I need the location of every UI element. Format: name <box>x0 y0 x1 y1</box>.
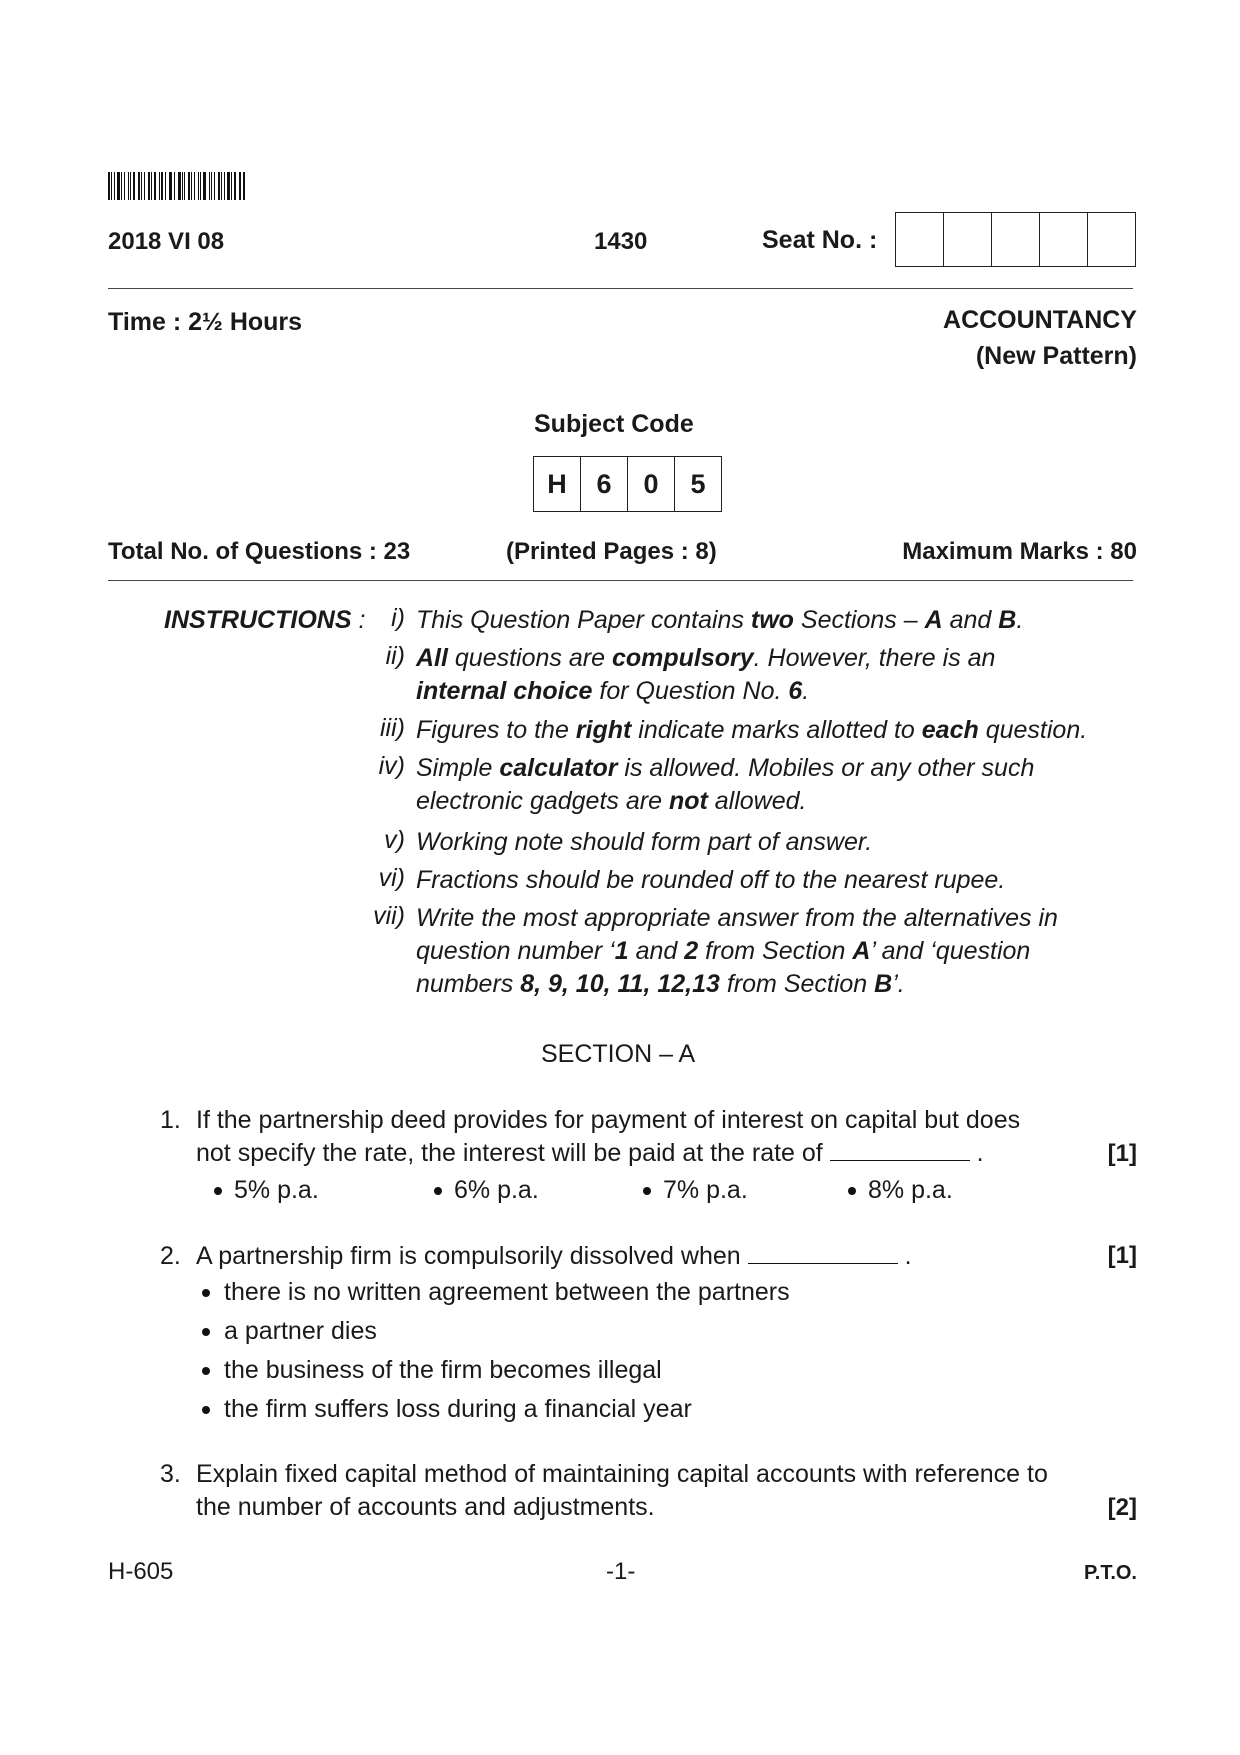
instruction-item: Simple calculator is allowed. Mobiles or any other such electronic gadgets are not allowed. <box>416 754 1035 815</box>
instruction-item: This Question Paper contains two Sections – A and B. <box>416 606 1024 634</box>
option: 5% p.a. <box>214 1176 319 1205</box>
option: a partner dies <box>202 1317 377 1346</box>
header-divider <box>108 288 1133 289</box>
time-allowed: Time : 2½ Hours <box>108 308 303 336</box>
instruction-number: v) <box>384 826 405 854</box>
answer-blank <box>830 1140 970 1161</box>
question-marks: [2] <box>1107 1494 1137 1521</box>
option: the business of the firm becomes illegal <box>202 1356 662 1385</box>
answer-blank <box>748 1243 898 1264</box>
question-text: A partnership firm is compulsorily dissolved when . <box>196 1242 912 1270</box>
option: there is no written agreement between the partners <box>202 1278 790 1307</box>
seat-box[interactable] <box>896 213 944 266</box>
question-number: 3. <box>160 1460 181 1488</box>
seat-number-boxes[interactable] <box>895 212 1136 267</box>
question-text: If the partnership deed provides for payment of interest on capital but does not specify the rate, the interest will be paid at the rate of . <box>196 1106 1021 1167</box>
instruction-number: vi) <box>378 864 405 892</box>
instruction-item: Fractions should be rounded off to the nearest rupee. <box>416 866 1006 894</box>
option: 6% p.a. <box>434 1176 539 1205</box>
instruction-number: i) <box>391 604 405 632</box>
subject-pattern: (New Pattern) <box>975 342 1137 370</box>
subject-code-label: Subject Code <box>534 410 694 438</box>
subject-code-char: 5 <box>690 468 706 499</box>
seat-box[interactable] <box>944 213 992 266</box>
instruction-number: vii) <box>373 902 405 930</box>
question-marks: [1] <box>1107 1242 1137 1269</box>
subject-code-boxes <box>533 456 722 512</box>
instruction-item: Working note should form part of answer. <box>416 828 873 856</box>
instruction-number: ii) <box>385 642 405 670</box>
instruction-item: Figures to the right indicate marks allotted to each question. <box>416 716 1088 744</box>
question-number: 1. <box>160 1106 181 1134</box>
instruction-number: iv) <box>378 752 405 780</box>
subject-code-char: 0 <box>628 457 675 511</box>
instructions-label: INSTRUCTIONS <box>164 606 352 634</box>
total-questions: Total No. of Questions : 23 <box>108 538 411 565</box>
barcode <box>108 172 248 200</box>
printed-pages: (Printed Pages : 8) <box>506 538 717 565</box>
footer-code: H-605 <box>108 1558 174 1585</box>
page-number: -1- <box>606 1558 636 1585</box>
section-title: SECTION – A <box>541 1040 696 1068</box>
please-turn-over: P.T.O. <box>1084 1562 1137 1584</box>
serial-number: 1430 <box>594 228 648 255</box>
subject-code-char: 6 <box>581 457 628 511</box>
subject-code-char: H <box>534 457 581 511</box>
instructions-divider <box>108 580 1133 581</box>
subject-title: ACCOUNTANCY <box>943 306 1137 334</box>
option: 7% p.a. <box>643 1176 748 1205</box>
question-marks: [1] <box>1107 1140 1137 1167</box>
seat-box[interactable] <box>992 213 1040 266</box>
instruction-item: All questions are compulsory. However, there is an internal choice for Question No. 6. <box>416 644 996 705</box>
option: the firm suffers loss during a financial year <box>202 1395 692 1424</box>
maximum-marks: Maximum Marks : 80 <box>902 538 1137 565</box>
paper-code: 2018 VI 08 <box>108 228 225 255</box>
instruction-number: iii) <box>380 714 405 742</box>
seat-box[interactable] <box>1088 213 1135 266</box>
question-text: Explain fixed capital method of maintaining capital accounts with reference to the number of accounts and adjustments. <box>196 1460 1048 1521</box>
instruction-item: Write the most appropriate answer from the alternatives in question number ‘1 and 2 from Section A’ and ‘question numbers 8, 9, 10, 11, 12,13 from Section B’. <box>416 904 1058 998</box>
seat-box[interactable] <box>1040 213 1088 266</box>
question-number: 2. <box>160 1242 181 1270</box>
instructions-heading: INSTRUCTIONS : <box>164 606 366 634</box>
option: 8% p.a. <box>848 1176 953 1205</box>
seat-label: Seat No. : <box>762 226 878 254</box>
